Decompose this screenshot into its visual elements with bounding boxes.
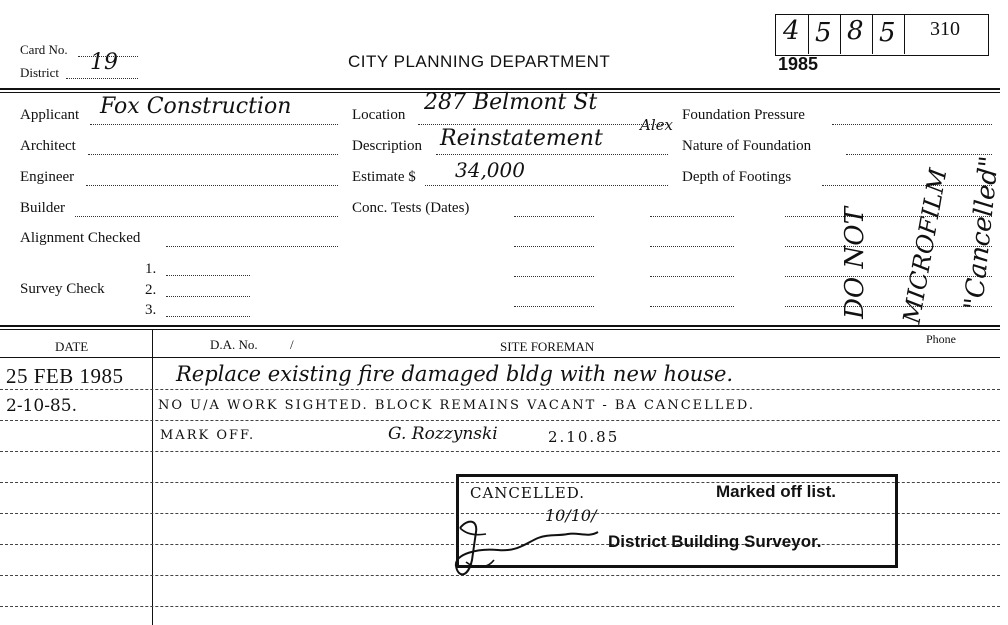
applicant-value: Fox Construction [100, 94, 292, 119]
survey-item-2: 2. [145, 282, 157, 298]
phone-header: Phone [926, 332, 956, 346]
district-value: 19 [90, 50, 118, 75]
foundation-pressure-label: Foundation Pressure [682, 107, 805, 123]
description-value: Reinstatement [440, 126, 603, 151]
card-digit-1: 4 [783, 16, 800, 46]
right-line-5 [785, 246, 992, 247]
builder-label: Builder [20, 200, 65, 216]
card-no-label: Card No. [20, 42, 68, 57]
location-label: Location [352, 107, 406, 123]
applicant-label: Applicant [20, 107, 80, 123]
entry-2-text: NO U/A WORK SIGHTED. BLOCK REMAINS VACANT - BA CANCELLED. [158, 398, 755, 413]
note-do-not: DO NOT [840, 207, 870, 319]
foundation-pressure-line [832, 124, 992, 125]
entry-3-sig-date: 2.10.85 [548, 428, 620, 446]
conc-line-2b [650, 246, 734, 247]
nature-line [846, 154, 992, 155]
right-line-6 [785, 276, 992, 277]
applicant-line [90, 124, 338, 125]
survey-label: Survey Check [20, 281, 105, 297]
year: 1985 [778, 54, 819, 74]
entry-1-date: 25 FEB 1985 [6, 364, 124, 388]
conc-line-1b [650, 216, 734, 217]
district-label: District [20, 65, 59, 80]
stamp-handwritten-date: 10/10/ [545, 506, 597, 525]
architect-label: Architect [20, 138, 76, 154]
right-line-4 [785, 216, 992, 217]
log-line-8 [0, 606, 1000, 607]
survey-line-3 [166, 316, 250, 317]
da-header: D.A. No. [210, 337, 258, 352]
description-line [436, 154, 668, 155]
conc-line-1a [514, 216, 594, 217]
conc-line-4b [650, 306, 734, 307]
estimate-label: Estimate $ [352, 169, 416, 185]
card-ref: 310 [930, 18, 960, 40]
conc-line-4a [514, 306, 594, 307]
note-cancelled: "Cancelled" [958, 154, 1006, 312]
architect-line [88, 154, 338, 155]
department-title: CITY PLANNING DEPARTMENT [348, 52, 611, 71]
district-line [66, 78, 138, 79]
card-divider-2 [840, 14, 841, 54]
conc-line-3a [514, 276, 594, 277]
nature-label: Nature of Foundation [682, 138, 812, 154]
card-digit-4: 5 [879, 18, 896, 48]
depth-label: Depth of Footings [682, 169, 792, 185]
survey-line-1 [166, 275, 250, 276]
description-note: Alex [640, 116, 673, 134]
alignment-label: Alignment Checked [20, 230, 141, 246]
log-line-2 [0, 420, 1000, 421]
date-header: DATE [55, 339, 89, 354]
location-line [418, 124, 668, 125]
entry-3-signature: G. Rozzynski [388, 424, 498, 444]
entry-3-text: MARK OFF. [160, 428, 256, 443]
location-value: 287 Belmont St [424, 90, 598, 115]
entry-2-date: 2-10-85. [6, 396, 77, 416]
alignment-line [166, 246, 338, 247]
survey-item-1: 1. [145, 261, 157, 277]
survey-line-2 [166, 296, 250, 297]
site-foreman-header: SITE FOREMAN [500, 339, 595, 354]
conc-line-2a [514, 246, 594, 247]
log-rule-top [0, 325, 1000, 327]
da-slash: / [290, 337, 294, 352]
builder-line [75, 216, 338, 217]
conc-line-3b [650, 276, 734, 277]
stamp-surveyor: District Building Surveyor. [608, 532, 822, 551]
card-digit-2: 5 [815, 18, 832, 48]
log-rule-top-2 [0, 329, 1000, 330]
conc-tests-label: Conc. Tests (Dates) [352, 200, 470, 216]
card-digit-3: 8 [847, 16, 864, 46]
log-header-rule [0, 357, 1000, 358]
log-line-1 [0, 389, 1000, 390]
survey-item-3: 3. [145, 302, 157, 318]
date-column-divider [152, 330, 153, 625]
stamp-cancelled-text: CANCELLED. [470, 484, 585, 502]
card-divider-1 [808, 14, 809, 54]
estimate-line [425, 185, 668, 186]
card-divider-4 [904, 14, 905, 54]
depth-line [822, 185, 992, 186]
surveyor-signature [448, 508, 608, 588]
stamp-marked-off: Marked off list. [716, 482, 836, 501]
log-line-3 [0, 451, 1000, 452]
engineer-line [86, 185, 338, 186]
card-divider-3 [872, 14, 873, 54]
entry-1-text: Replace existing fire damaged bldg with new house. [176, 362, 734, 386]
note-microfilm: MICROFILM [897, 166, 953, 326]
estimate-value: 34,000 [455, 158, 525, 182]
description-label: Description [352, 138, 422, 154]
engineer-label: Engineer [20, 169, 75, 185]
